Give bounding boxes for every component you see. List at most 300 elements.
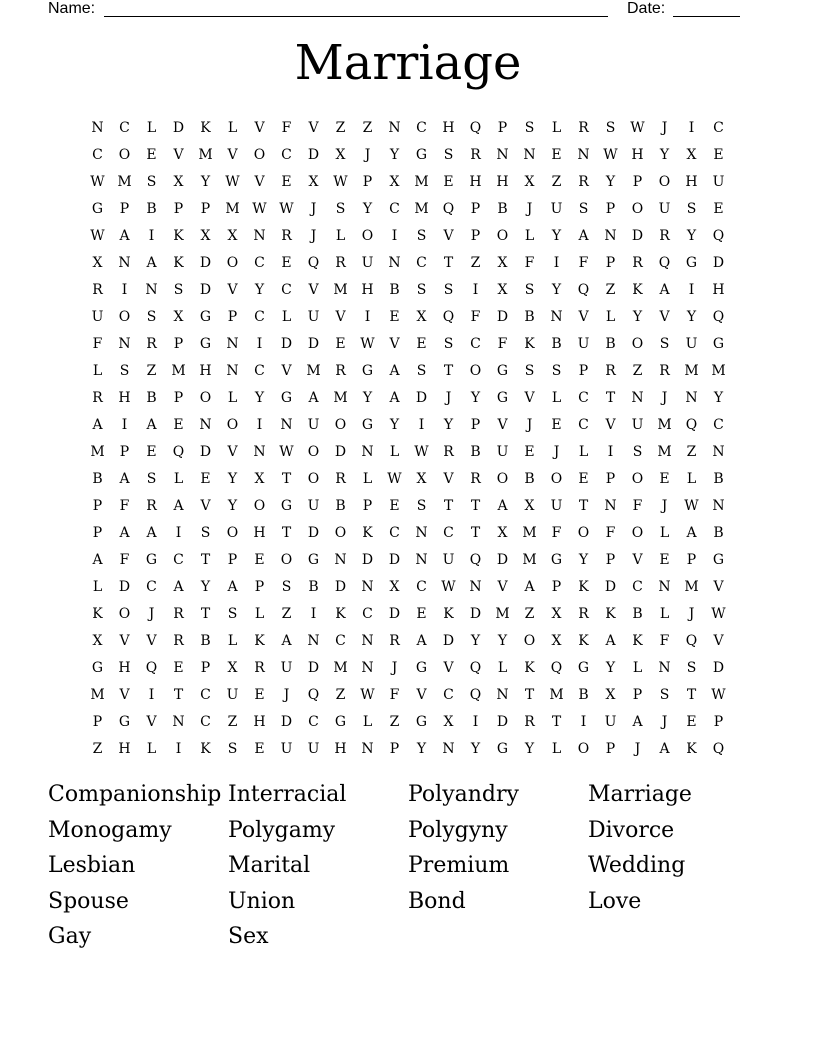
grid-cell: C (254, 362, 265, 379)
grid-cell: S (551, 362, 562, 379)
grid-cell: D (334, 443, 347, 460)
grid-cell: Y (524, 740, 535, 757)
grid-cell: N (280, 416, 293, 433)
grid-cell: W (630, 119, 645, 136)
grid-cell: G (685, 254, 698, 271)
grid-cell: G (280, 389, 293, 406)
grid-cell: T (200, 605, 211, 622)
grid-cell: G (415, 713, 428, 730)
grid-cell: V (416, 686, 427, 703)
grid-cell: S (443, 146, 454, 163)
grid-cell: S (632, 443, 643, 460)
grid-cell: F (659, 632, 670, 649)
grid-cell: T (578, 497, 589, 514)
grid-cell: M (711, 362, 726, 379)
grid-cell: V (281, 362, 292, 379)
grid-cell: Y (200, 578, 211, 595)
grid-cell: T (443, 497, 454, 514)
grid-cell: A (173, 578, 184, 595)
grid-cell: V (146, 632, 157, 649)
grid-cell: A (605, 632, 616, 649)
grid-cell: J (283, 686, 290, 703)
word-list-item: Bond (408, 888, 466, 914)
word-list-item: Monogamy (48, 817, 172, 843)
grid-cell: D (172, 119, 185, 136)
grid-cell: V (443, 470, 454, 487)
grid-cell: Z (92, 740, 103, 757)
grid-cell: L (551, 119, 562, 136)
grid-cell: Y (362, 389, 373, 406)
grid-cell: F (551, 524, 562, 541)
grid-cell: V (254, 119, 265, 136)
grid-cell: Q (469, 686, 482, 703)
grid-cell: I (175, 524, 182, 541)
grid-cell: A (389, 389, 400, 406)
grid-cell: V (497, 578, 508, 595)
grid-cell: W (711, 605, 726, 622)
word-list-item: Marriage (588, 782, 692, 807)
grid-cell: V (200, 497, 211, 514)
header (0, 0, 816, 22)
grid-cell: V (443, 227, 454, 244)
grid-cell: R (146, 497, 157, 514)
grid-cell: C (200, 713, 211, 730)
grid-cell: N (118, 335, 131, 352)
grid-cell: P (605, 551, 616, 568)
grid-cell: M (225, 200, 240, 217)
grid-cell: C (416, 119, 427, 136)
word-list-item: Wedding (588, 853, 686, 878)
grid-cell: R (605, 362, 616, 379)
grid-cell: P (686, 551, 697, 568)
grid-cell: G (199, 308, 212, 325)
grid-cell: W (711, 686, 726, 703)
grid-cell: C (632, 578, 643, 595)
word-list-item: Divorce (588, 817, 675, 843)
grid-cell: G (118, 713, 131, 730)
grid-cell: L (227, 389, 238, 406)
grid-cell: I (121, 416, 128, 433)
grid-cell: N (712, 443, 725, 460)
grid-cell: E (173, 416, 184, 433)
grid-cell: O (199, 389, 212, 406)
grid-cell: Q (577, 281, 590, 298)
grid-cell: X (173, 173, 184, 190)
grid-cell: U (550, 200, 563, 217)
grid-cell: M (117, 173, 132, 190)
grid-cell: R (443, 443, 454, 460)
grid-cell: X (497, 281, 508, 298)
grid-cell: P (578, 362, 589, 379)
grid-cell: Y (686, 227, 697, 244)
grid-cell: L (524, 227, 535, 244)
grid-cell: N (604, 227, 617, 244)
grid-cell: R (92, 389, 103, 406)
grid-cell: X (416, 470, 427, 487)
grid-cell: E (713, 200, 724, 217)
grid-cell: G (577, 659, 590, 676)
grid-cell: Y (416, 740, 427, 757)
grid-cell: Q (307, 254, 320, 271)
grid-cell: Y (254, 281, 265, 298)
grid-cell: O (226, 416, 239, 433)
grid-cell: R (578, 605, 589, 622)
grid-cell: Q (469, 659, 482, 676)
grid-cell: T (686, 686, 697, 703)
grid-cell: V (578, 308, 589, 325)
grid-cell: R (578, 119, 589, 136)
grid-cell: N (631, 389, 644, 406)
word-list-item: Premium (408, 853, 510, 878)
grid-cell: L (335, 227, 346, 244)
grid-cell: O (469, 362, 482, 379)
grid-cell: K (173, 227, 184, 244)
grid-cell: N (712, 497, 725, 514)
grid-cell: R (659, 362, 670, 379)
grid-cell: A (173, 497, 184, 514)
grid-cell: A (281, 632, 292, 649)
grid-cell: A (659, 281, 670, 298)
grid-cell: F (119, 497, 130, 514)
word-list-item: Polyandry (408, 782, 519, 807)
grid-cell: B (497, 200, 508, 217)
grid-cell: E (713, 146, 724, 163)
name-label: Name: (48, 0, 96, 17)
grid-cell: W (414, 443, 429, 460)
grid-cell: A (578, 227, 589, 244)
grid-cell: O (334, 524, 347, 541)
grid-cell: Y (605, 659, 616, 676)
grid-cell: P (92, 524, 103, 541)
grid-cell: N (469, 578, 482, 595)
grid-cell: S (443, 335, 454, 352)
grid-cell: U (307, 416, 320, 433)
grid-cell: V (713, 578, 724, 595)
word-list (48, 779, 768, 957)
grid-cell: P (227, 308, 238, 325)
grid-cell: E (551, 146, 562, 163)
date-write-line[interactable] (673, 16, 740, 17)
grid-cell: P (605, 200, 616, 217)
grid-cell: V (713, 632, 724, 649)
grid-cell: N (685, 389, 698, 406)
word-list-item: Marital (228, 853, 311, 878)
grid-cell: P (200, 200, 211, 217)
grid-cell: U (307, 740, 320, 757)
grid-cell: S (605, 119, 616, 136)
grid-cell: N (523, 146, 536, 163)
word-search-grid (84, 114, 732, 762)
grid-cell: Y (632, 308, 643, 325)
grid-cell: G (91, 659, 104, 676)
grid-cell: G (280, 497, 293, 514)
grid-cell: C (362, 605, 373, 622)
grid-cell: Q (145, 659, 158, 676)
grid-cell: N (253, 443, 266, 460)
grid-cell: N (307, 632, 320, 649)
grid-cell: L (227, 632, 238, 649)
grid-cell: L (92, 578, 103, 595)
grid-cell: A (686, 524, 697, 541)
grid-cell: J (661, 389, 668, 406)
grid-cell: F (578, 254, 589, 271)
grid-cell: I (148, 686, 155, 703)
grid-cell: O (226, 254, 239, 271)
grid-cell: S (416, 281, 427, 298)
grid-cell: E (659, 470, 670, 487)
grid-cell: Q (685, 416, 698, 433)
grid-cell: S (173, 281, 184, 298)
grid-cell: O (631, 524, 644, 541)
grid-cell: Z (227, 713, 238, 730)
grid-cell: Y (200, 173, 211, 190)
grid-cell: M (414, 173, 429, 190)
grid-cell: C (416, 254, 427, 271)
grid-cell: V (389, 335, 400, 352)
grid-cell: D (118, 578, 131, 595)
date-label: Date: (627, 0, 666, 17)
grid-cell: W (360, 686, 375, 703)
grid-cell: W (684, 497, 699, 514)
grid-cell: J (364, 146, 371, 163)
grid-cell: R (146, 335, 157, 352)
grid-cell: J (526, 200, 533, 217)
grid-cell: W (225, 173, 240, 190)
grid-cell: N (658, 578, 671, 595)
grid-cell: L (92, 362, 103, 379)
grid-cell: D (496, 713, 509, 730)
grid-cell: N (604, 497, 617, 514)
grid-cell: K (524, 659, 535, 676)
grid-cell: N (361, 443, 374, 460)
grid-cell: J (661, 497, 668, 514)
grid-cell: G (712, 551, 725, 568)
grid-cell: X (173, 308, 184, 325)
grid-cell: E (146, 146, 157, 163)
grid-cell: D (388, 551, 401, 568)
word-list-item: Spouse (48, 888, 129, 914)
grid-cell: M (198, 146, 213, 163)
word-list-item: Interracial (228, 782, 347, 807)
grid-cell: D (604, 578, 617, 595)
grid-cell: H (118, 389, 131, 406)
grid-cell: D (280, 713, 293, 730)
grid-cell: K (686, 740, 697, 757)
grid-cell: O (577, 524, 590, 541)
grid-cell: N (361, 659, 374, 676)
grid-cell: M (522, 551, 537, 568)
grid-cell: X (524, 497, 535, 514)
grid-cell: X (686, 146, 697, 163)
grid-cell: N (496, 686, 509, 703)
grid-cell: K (605, 605, 616, 622)
grid-cell: Z (632, 362, 643, 379)
grid-cell: H (118, 659, 131, 676)
grid-cell: O (361, 227, 374, 244)
grid-cell: S (227, 740, 238, 757)
grid-cell: I (472, 713, 479, 730)
grid-cell: E (254, 686, 265, 703)
grid-cell: H (199, 362, 212, 379)
grid-cell: A (146, 254, 157, 271)
grid-cell: I (688, 119, 695, 136)
grid-cell: E (443, 173, 454, 190)
grid-cell: B (713, 524, 724, 541)
grid-cell: B (605, 335, 616, 352)
grid-cell: Y (713, 389, 724, 406)
grid-cell: B (551, 335, 562, 352)
grid-cell: B (308, 578, 319, 595)
grid-cell: N (415, 551, 428, 568)
grid-cell: U (631, 416, 644, 433)
grid-cell: S (146, 173, 157, 190)
grid-cell: G (496, 362, 509, 379)
grid-cell: T (470, 497, 481, 514)
grid-cell: O (334, 416, 347, 433)
grid-cell: X (389, 173, 400, 190)
word-list-item: Polygyny (408, 817, 508, 843)
grid-cell: D (334, 578, 347, 595)
grid-cell: X (227, 659, 238, 676)
name-write-line[interactable] (104, 16, 608, 17)
grid-cell: M (171, 362, 186, 379)
grid-cell: V (119, 632, 130, 649)
grid-cell: Y (551, 227, 562, 244)
grid-cell: Q (685, 632, 698, 649)
grid-cell: T (200, 551, 211, 568)
grid-cell: R (173, 605, 184, 622)
grid-cell: U (577, 335, 590, 352)
grid-cell: A (119, 470, 130, 487)
grid-cell: Q (469, 119, 482, 136)
grid-cell: C (281, 281, 292, 298)
grid-cell: J (310, 200, 317, 217)
grid-cell: L (146, 740, 157, 757)
grid-cell: C (254, 308, 265, 325)
grid-cell: X (227, 227, 238, 244)
grid-cell: O (631, 200, 644, 217)
grid-cell: C (389, 200, 400, 217)
grid-cell: I (364, 308, 371, 325)
grid-cell: P (362, 173, 373, 190)
grid-cell: U (658, 200, 671, 217)
grid-cell: L (281, 308, 292, 325)
grid-cell: F (632, 497, 643, 514)
grid-cell: X (335, 146, 346, 163)
grid-cell: S (416, 227, 427, 244)
grid-cell: P (551, 578, 562, 595)
grid-cell: V (605, 416, 616, 433)
grid-cell: K (632, 281, 643, 298)
word-list-item: Companionship (48, 782, 222, 807)
grid-cell: G (496, 740, 509, 757)
grid-cell: U (280, 659, 293, 676)
grid-cell: P (173, 389, 184, 406)
grid-cell: Y (605, 173, 616, 190)
grid-cell: W (441, 578, 456, 595)
grid-cell: W (279, 443, 294, 460)
grid-cell: R (281, 227, 292, 244)
grid-cell: G (361, 416, 374, 433)
grid-cell: S (200, 524, 211, 541)
grid-cell: B (632, 605, 643, 622)
grid-cell: V (227, 281, 238, 298)
grid-cell: R (389, 632, 400, 649)
grid-cell: D (199, 443, 212, 460)
grid-cell: N (388, 119, 401, 136)
grid-cell: B (146, 200, 157, 217)
grid-cell: R (470, 146, 481, 163)
grid-cell: F (281, 119, 292, 136)
grid-cell: O (550, 470, 563, 487)
grid-cell: C (254, 254, 265, 271)
grid-cell: Q (658, 254, 671, 271)
grid-cell: M (684, 362, 699, 379)
grid-cell: I (256, 416, 263, 433)
grid-cell: M (90, 443, 105, 460)
grid-cell: N (442, 740, 455, 757)
grid-cell: C (308, 713, 319, 730)
grid-cell: B (713, 470, 724, 487)
grid-cell: Q (550, 659, 563, 676)
grid-cell: C (281, 146, 292, 163)
grid-cell: R (578, 173, 589, 190)
grid-cell: X (92, 254, 103, 271)
grid-cell: V (659, 308, 670, 325)
grid-cell: C (92, 146, 103, 163)
word-list-item: Union (228, 888, 296, 914)
grid-cell: P (227, 551, 238, 568)
grid-cell: N (658, 659, 671, 676)
grid-cell: X (308, 173, 319, 190)
grid-cell: M (414, 200, 429, 217)
grid-cell: C (416, 578, 427, 595)
grid-cell: G (361, 362, 374, 379)
grid-cell: J (391, 659, 398, 676)
grid-cell: G (145, 551, 158, 568)
grid-cell: L (605, 308, 616, 325)
grid-cell: B (578, 686, 589, 703)
grid-cell: I (256, 335, 263, 352)
grid-cell: S (659, 686, 670, 703)
grid-cell: R (659, 227, 670, 244)
grid-cell: I (553, 254, 560, 271)
grid-cell: Z (335, 119, 346, 136)
grid-cell: W (90, 173, 105, 190)
grid-cell: S (443, 281, 454, 298)
grid-cell: E (335, 335, 346, 352)
grid-cell: M (549, 686, 564, 703)
grid-cell: T (443, 254, 454, 271)
grid-cell: A (119, 524, 130, 541)
grid-cell: I (310, 605, 317, 622)
grid-cell: Y (686, 308, 697, 325)
grid-cell: O (280, 551, 293, 568)
grid-cell: S (281, 578, 292, 595)
grid-cell: C (173, 551, 184, 568)
grid-cell: C (200, 686, 211, 703)
grid-cell: K (578, 578, 589, 595)
grid-cell: T (281, 524, 292, 541)
grid-cell: R (632, 254, 643, 271)
grid-cell: D (469, 605, 482, 622)
grid-cell: S (686, 659, 697, 676)
grid-cell: P (470, 227, 481, 244)
grid-cell: A (416, 632, 427, 649)
grid-cell: H (253, 713, 266, 730)
grid-cell: Q (172, 443, 185, 460)
grid-cell: Q (307, 686, 320, 703)
